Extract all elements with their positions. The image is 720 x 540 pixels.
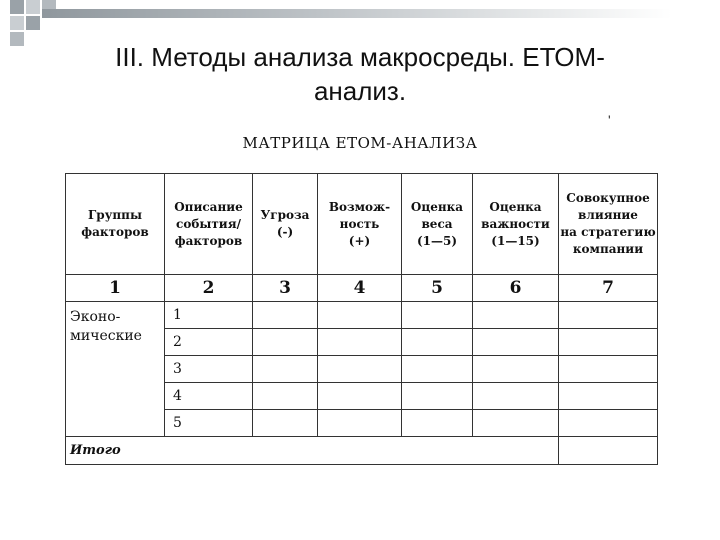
table-cell <box>402 302 473 329</box>
table-row <box>66 302 658 329</box>
table-cell <box>253 302 318 329</box>
column-number-row <box>66 275 658 302</box>
decor-square <box>26 16 40 30</box>
slide-title-line-1: III. Методы анализа макросреды. ЕТОМ- <box>115 42 605 72</box>
column-number: 6 <box>473 275 559 302</box>
column-number: 1 <box>66 275 165 302</box>
row-index: 1 <box>165 302 253 329</box>
table-cell <box>318 302 402 329</box>
table-cell <box>318 410 402 437</box>
header-text: Угроза (-) <box>260 208 310 239</box>
header-groups <box>66 174 165 275</box>
table-cell <box>473 410 559 437</box>
slide-title-line-2: анализ. <box>313 76 407 106</box>
header-row <box>66 174 658 275</box>
header-text: Возмож- ность (+) <box>328 199 391 248</box>
row-index: 2 <box>165 329 253 356</box>
slide-title <box>30 40 690 108</box>
header-total-impact <box>559 174 658 275</box>
table-cell <box>559 437 658 465</box>
total-label: Итого <box>66 437 559 465</box>
table-cell <box>402 329 473 356</box>
header-opportunity <box>318 174 402 275</box>
header-description <box>165 174 253 275</box>
header-text: Группы факторов <box>81 208 149 239</box>
table-cell <box>559 302 658 329</box>
decor-square <box>10 16 24 30</box>
table-cell <box>559 356 658 383</box>
table-cell <box>402 410 473 437</box>
table-cell <box>253 329 318 356</box>
row-index: 3 <box>165 356 253 383</box>
header-importance <box>473 174 559 275</box>
table-cell <box>559 329 658 356</box>
header-text: Описание события/ факторов <box>174 199 243 248</box>
decor-square <box>10 32 24 46</box>
table-cell <box>473 383 559 410</box>
row-index: 4 <box>165 383 253 410</box>
table-cell <box>559 383 658 410</box>
header-weight <box>402 174 473 275</box>
table-cell <box>253 356 318 383</box>
column-number: 5 <box>402 275 473 302</box>
group-economic <box>66 302 165 437</box>
table-cell <box>559 410 658 437</box>
table-cell <box>318 356 402 383</box>
column-number: 7 <box>559 275 658 302</box>
decor-square <box>26 0 40 14</box>
column-number: 4 <box>318 275 402 302</box>
table-cell <box>318 383 402 410</box>
table-cell <box>253 383 318 410</box>
etom-matrix-table <box>65 173 658 465</box>
column-number: 3 <box>253 275 318 302</box>
row-index: 5 <box>165 410 253 437</box>
table-cell <box>402 356 473 383</box>
table-cell <box>473 329 559 356</box>
table-caption: МАТРИЦА ЕТОМ-АНАЛИЗА <box>242 134 478 152</box>
column-number: 2 <box>165 275 253 302</box>
table-cell <box>253 410 318 437</box>
header-text: Оценка важности (1—15) <box>481 199 550 248</box>
header-text: Совокупное влияние на стратегию компании <box>560 191 656 256</box>
decor-square <box>10 0 24 14</box>
table-cell <box>318 329 402 356</box>
header-threat <box>253 174 318 275</box>
header-text: Оценка веса (1—5) <box>410 199 464 248</box>
table-cell <box>473 356 559 383</box>
group-label: Эконо- мические <box>70 309 142 344</box>
title-bar-gradient <box>42 9 672 18</box>
stray-mark: ' <box>608 112 611 128</box>
table-cell <box>473 302 559 329</box>
table-cell <box>402 383 473 410</box>
total-row <box>66 437 658 465</box>
